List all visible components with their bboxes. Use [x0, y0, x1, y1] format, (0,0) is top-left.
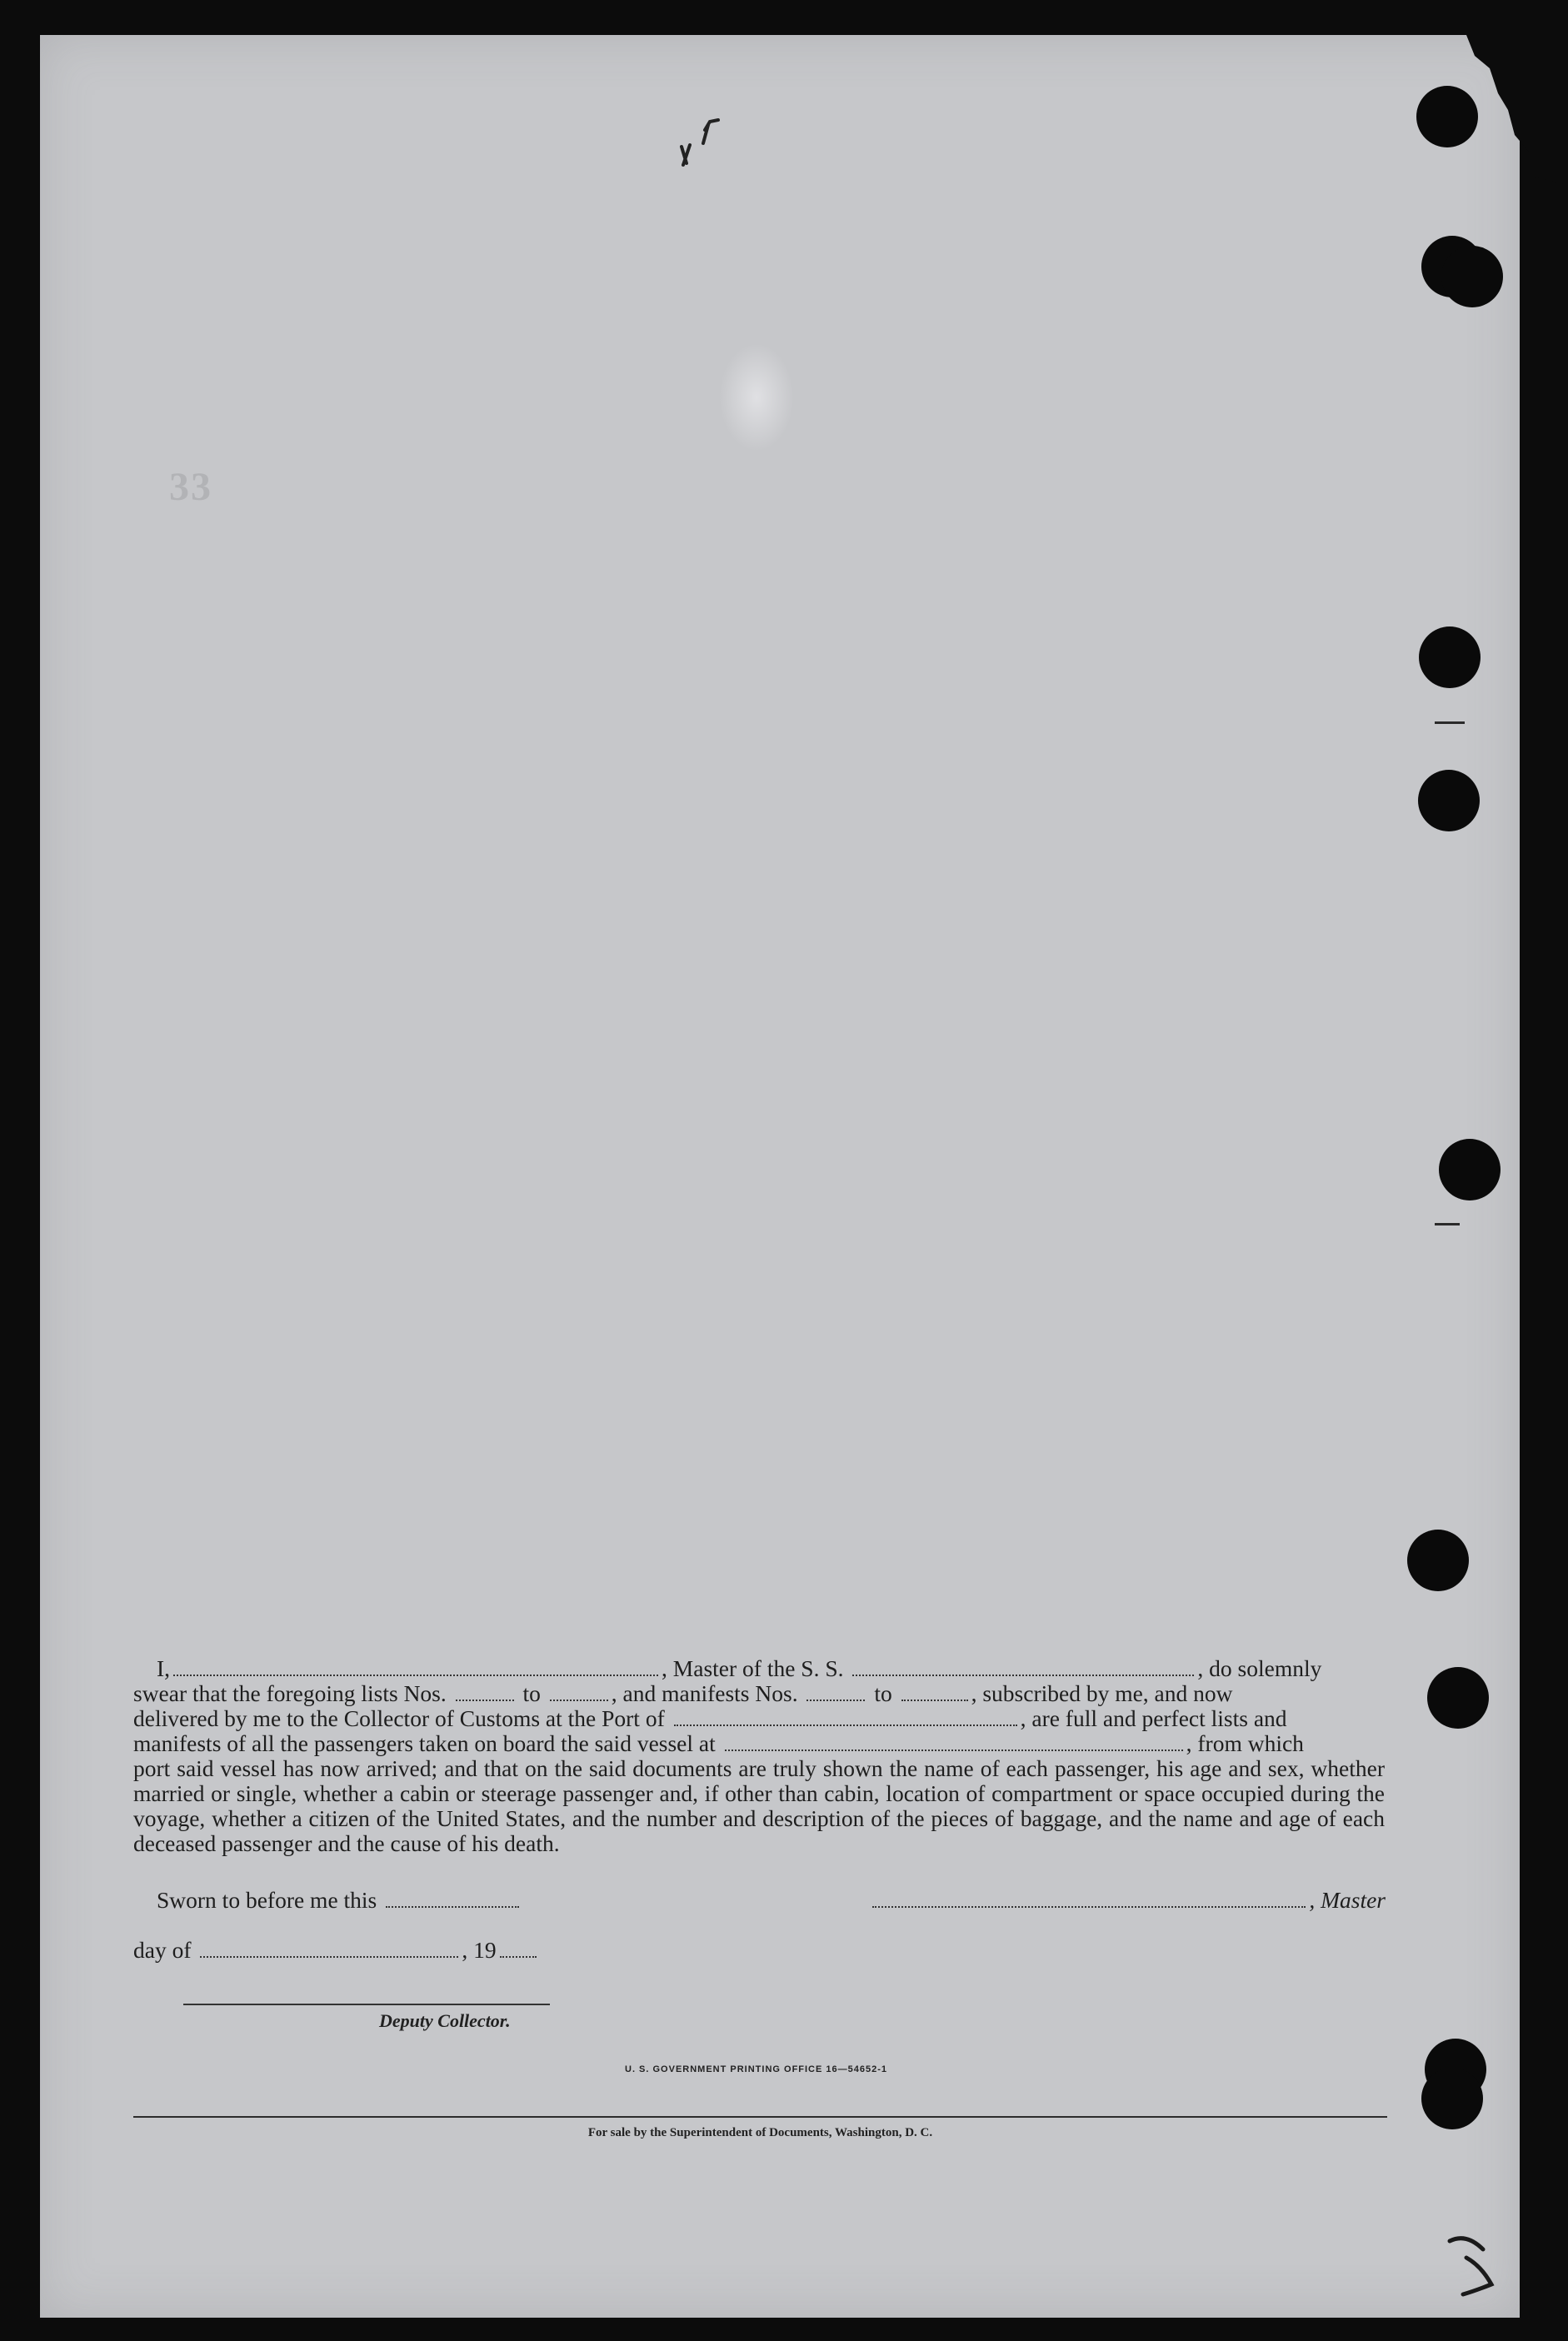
year-label: , 19 — [462, 1937, 497, 1963]
oath-to-1: to — [522, 1680, 541, 1706]
ship-name-blank[interactable] — [852, 1673, 1194, 1676]
document-page — [40, 35, 1520, 2318]
sworn-label: Sworn to before me this — [157, 1887, 377, 1913]
punch-hole — [1427, 1667, 1489, 1729]
oath-subscribed: , subscribed by me, and now — [971, 1680, 1233, 1706]
day-of-label: day of — [133, 1937, 192, 1963]
handwritten-mark — [672, 113, 738, 172]
sworn-date-blank[interactable] — [386, 1904, 519, 1908]
edge-mark — [1435, 1223, 1460, 1225]
oath-i: I, — [157, 1655, 171, 1681]
oath-from-which: , from which — [1186, 1730, 1304, 1756]
handwritten-corner-mark — [1441, 2208, 1500, 2299]
punch-hole — [1419, 626, 1481, 688]
list-from-blank[interactable] — [456, 1698, 514, 1701]
oath-lists-nos: swear that the foregoing lists Nos. — [133, 1680, 447, 1706]
sworn-line — [157, 1887, 522, 1914]
year-blank[interactable] — [500, 1954, 537, 1958]
deputy-signature-line[interactable] — [183, 2004, 550, 2005]
master-signature-blank[interactable] — [872, 1904, 1306, 1908]
list-to-blank[interactable] — [550, 1698, 608, 1701]
master-name-blank[interactable] — [173, 1673, 658, 1676]
punch-hole — [1439, 1139, 1501, 1200]
month-blank[interactable] — [200, 1954, 458, 1958]
oath-full-perfect: , are full and perfect lists and — [1020, 1705, 1287, 1731]
footer-rule — [133, 2116, 1387, 2118]
day-line — [133, 1937, 540, 1964]
punch-hole — [1407, 1530, 1469, 1591]
faint-bleed-through: 33 — [169, 465, 212, 509]
paper-stain — [719, 343, 794, 452]
oath-solemnly: , do solemnly — [1197, 1655, 1322, 1681]
punch-hole — [1441, 246, 1503, 307]
punch-hole — [1418, 770, 1480, 831]
for-sale-note: For sale by the Superintendent of Documents, Washington, D. C. — [587, 2126, 933, 2139]
manifest-to-blank[interactable] — [901, 1698, 968, 1701]
oath-body: port said vessel has now arrived; and that on the said documents are truly shown the name of each passenger, his age and sex, whether married or single, whether a cabin or steerage passenger and, if other than cabin, location of compartment or space occupied during the voyage, whether a citizen of the United States, and the number and description of the pieces of baggage, and the name and age of each deceased passenger and the cause of his death. — [133, 1755, 1385, 1856]
master-label: , Master — [1309, 1887, 1386, 1913]
oath-vessel-at: manifests of all the passengers taken on board the said vessel at — [133, 1730, 716, 1756]
printing-office-imprint: U. S. GOVERNMENT PRINTING OFFICE 16—54652-1 — [625, 2064, 888, 2074]
manifest-from-blank[interactable] — [806, 1698, 865, 1701]
port-blank[interactable] — [674, 1723, 1017, 1726]
edge-mark — [1435, 721, 1465, 724]
master-oath — [133, 1656, 1385, 1856]
punch-hole — [1416, 86, 1478, 147]
deputy-collector-label: Deputy Collector. — [379, 2010, 511, 2031]
punch-hole — [1421, 2068, 1483, 2129]
oath-master-of: , Master of the S. S. — [662, 1655, 844, 1681]
oath-to-2: to — [874, 1680, 892, 1706]
oath-manifests: , and manifests Nos. — [611, 1680, 798, 1706]
embarkation-port-blank[interactable] — [725, 1748, 1183, 1751]
master-signature-line — [862, 1887, 1386, 1914]
oath-port-of: delivered by me to the Collector of Customs at the Port of — [133, 1705, 665, 1731]
